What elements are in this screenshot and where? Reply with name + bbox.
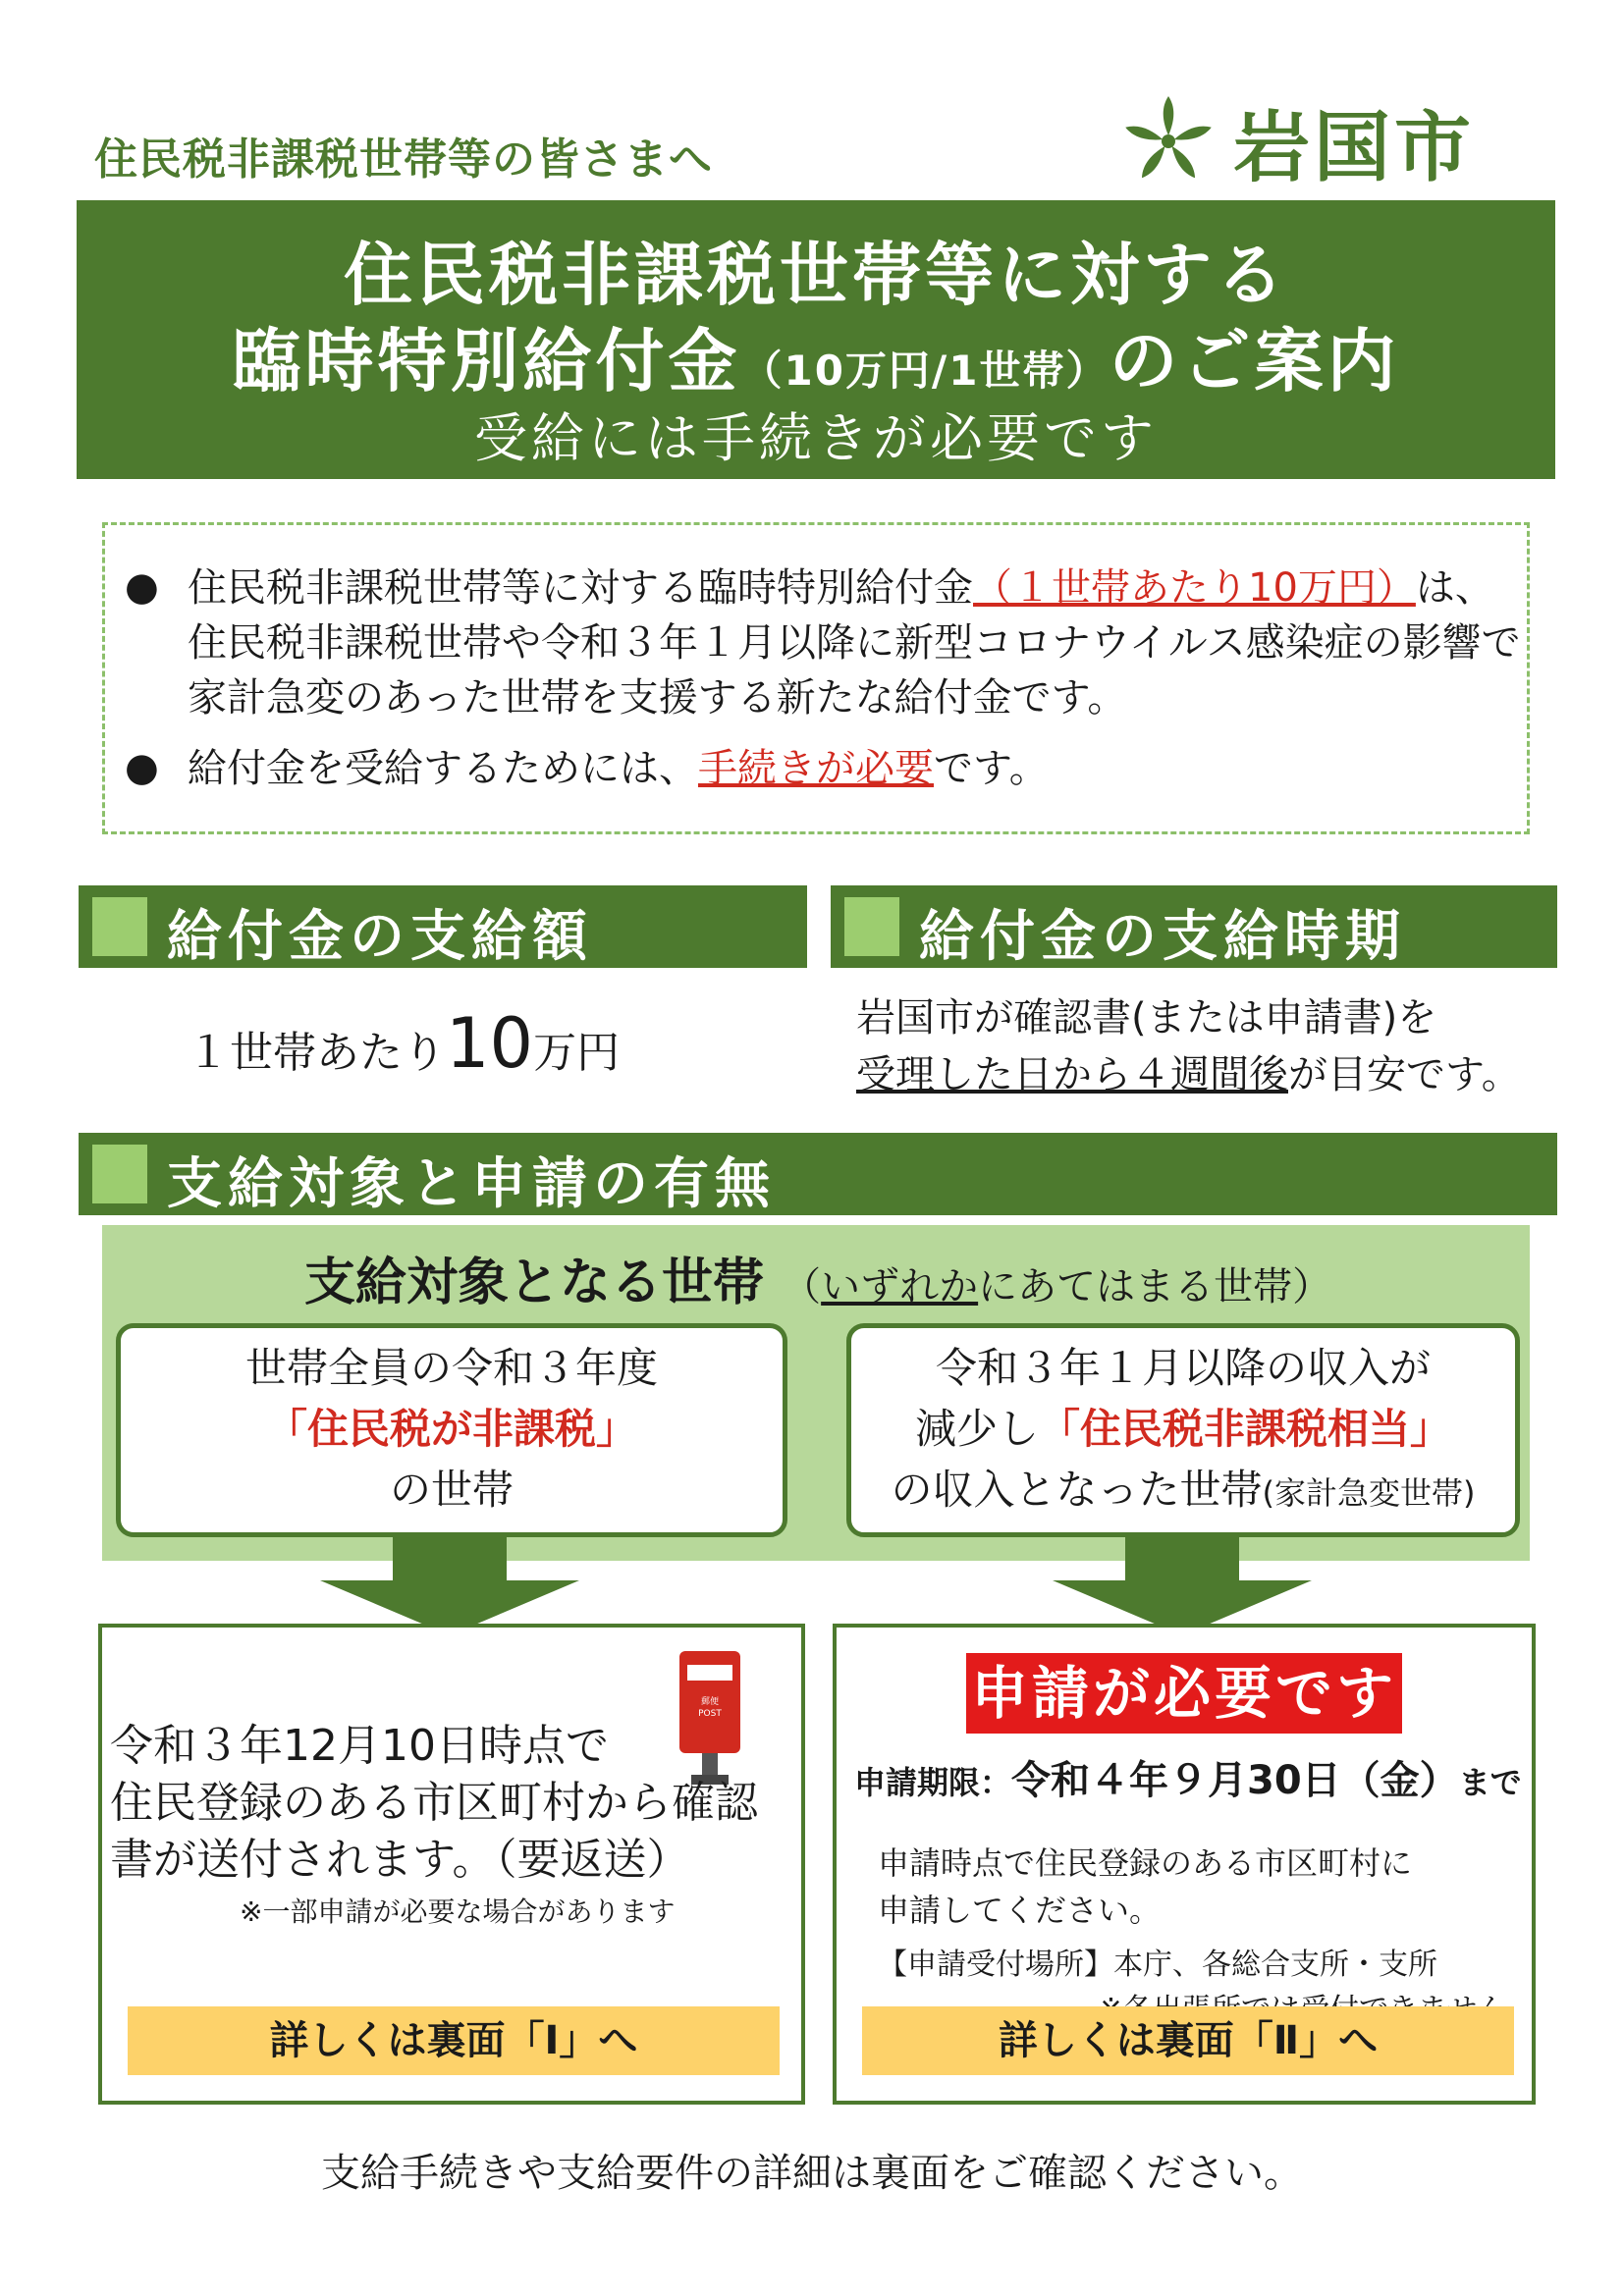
- box2-line3: [851, 1460, 1515, 1523]
- application-place: 【申請受付場所】本庁、各総合支所・支所: [878, 1948, 1437, 1982]
- timing-line2: [856, 1046, 1521, 1103]
- banner-line1: 住民税非課税世帯等に対する: [344, 235, 1288, 315]
- amount-section-title: 給付金の支給額: [167, 905, 593, 969]
- box2-line3-text: の収入となった世帯: [891, 1466, 1263, 1514]
- amount-prefix: １世帯あたり: [187, 1028, 446, 1078]
- amount-number: 10: [446, 1003, 534, 1084]
- banner-line2: [77, 306, 1555, 405]
- timing-line1: 岩国市が確認書(または申請書)を: [856, 995, 1437, 1041]
- city-logo: [1119, 90, 1492, 192]
- confirmation-line1: 令和３年12月10日時点で: [110, 1721, 609, 1771]
- details-link-2[interactable]: 詳しくは裏面「Ⅱ」へ: [862, 2006, 1514, 2075]
- notice-p2-text-2: です。: [934, 746, 1049, 791]
- box2-highlight: 「住民税非課税相当」: [1039, 1405, 1452, 1453]
- deadline-value: 令和４年９月30日（金）: [1011, 1758, 1459, 1803]
- city-emblem-icon: [1119, 92, 1218, 190]
- application-required-badge: 申請が必要です: [966, 1653, 1402, 1734]
- section-marker-icon: [844, 897, 899, 956]
- notice-box: [102, 522, 1530, 834]
- confirmation-text: [110, 1718, 758, 1889]
- box1-highlight: 「住民税が非課税」: [265, 1405, 637, 1453]
- notice-p2-highlight: 手続きが必要: [698, 746, 934, 791]
- target-title-main: 支給対象となる世帯: [304, 1254, 765, 1312]
- footer-text: 支給手続きや支給要件の詳細は裏面をご確認ください。: [321, 2151, 1303, 2196]
- confirmation-line2: 住民登録のある市区町村から確認: [110, 1778, 758, 1828]
- banner-line2-main: 臨時特別給付金: [232, 321, 741, 401]
- target-box-nontaxable: [116, 1323, 787, 1537]
- city-name: 岩国市: [1233, 104, 1476, 192]
- application-deadline: [854, 1749, 1522, 1805]
- section-marker-icon: [92, 897, 147, 956]
- notice-p1-text-2: は、住民税非課税世帯や令和３年１月以降に新型コロナウイルス感染症の影響で家計急変のあった世帯を支援する新たな給付金です。: [188, 565, 1521, 721]
- timing-text: [856, 989, 1521, 1103]
- banner-line3: 受給には手続きが必要です: [474, 407, 1158, 469]
- target-panel-title: [304, 1241, 1331, 1314]
- amount-section-header: [79, 885, 807, 968]
- header-greeting: 住民税非課税世帯等の皆さまへ: [94, 134, 713, 185]
- amount-value: [187, 1003, 620, 1084]
- target-section-header: [79, 1133, 1557, 1215]
- result-box-application: [833, 1624, 1536, 2105]
- amount-unit: 万円: [533, 1028, 621, 1078]
- postbox-label: POST: [698, 1709, 722, 1719]
- timing-section-header: [831, 885, 1557, 968]
- deadline-label: 申請期限：: [854, 1764, 1012, 1801]
- bullet-icon: ●: [125, 564, 159, 610]
- target-section-title: 支給対象と申請の有無: [167, 1152, 776, 1216]
- target-sub-open: （: [782, 1264, 822, 1309]
- target-box-income-drop: [846, 1323, 1520, 1537]
- title-banner: [77, 200, 1555, 479]
- application-instructions: [878, 1840, 1412, 1934]
- target-sub-rest: にあてはまる世帯）: [978, 1264, 1332, 1309]
- timing-section-title: 給付金の支給時期: [919, 905, 1406, 969]
- bullet-icon: ●: [125, 745, 159, 790]
- notice-p1-highlight: （１世帯あたり10万円）: [973, 565, 1416, 611]
- notice-paragraph-2: [188, 741, 1523, 796]
- banner-line2-end: のご案内: [1109, 321, 1400, 401]
- timing-line2-end: が目安です。: [1288, 1052, 1521, 1097]
- target-sub-underlined: いずれか: [821, 1264, 979, 1309]
- instruction-line1: 申請時点で住民登録のある市区町村に: [878, 1844, 1413, 1882]
- box2-line3-small: (家計急変世帯): [1262, 1474, 1476, 1512]
- box1-line1: 世帯全員の令和３年度: [244, 1344, 658, 1392]
- details-link-1[interactable]: 詳しくは裏面「Ⅰ」へ: [128, 2006, 780, 2075]
- notice-paragraph-1: [188, 561, 1523, 725]
- deadline-end: まで: [1458, 1764, 1522, 1801]
- notice-p1-text: 住民税非課税世帯等に対する臨時特別給付金: [188, 565, 973, 611]
- down-arrow-icon: [1053, 1537, 1312, 1635]
- down-arrow-icon: [320, 1537, 579, 1635]
- confirmation-line3: 書が送付されます。（要返送）: [110, 1835, 690, 1885]
- box2-line2: [851, 1399, 1515, 1460]
- box2-line1: 令和３年１月以降の収入が: [935, 1344, 1431, 1392]
- instruction-line2: 申請してください。: [878, 1892, 1162, 1929]
- banner-line2-small: （10万円/1世帯）: [740, 347, 1110, 395]
- postbox-label: 郵便: [700, 1697, 720, 1707]
- result-box-confirmation: [98, 1624, 805, 2105]
- target-title-sub: [782, 1264, 1331, 1309]
- confirmation-note: ※一部申請が必要な場合があります: [240, 1896, 676, 1928]
- section-marker-icon: [92, 1145, 147, 1203]
- timing-line2-underlined: 受理した日から４週間後: [856, 1052, 1288, 1097]
- notice-p2-text: 給付金を受給するためには、: [188, 746, 698, 791]
- box2-line2-text: 減少し: [914, 1405, 1039, 1453]
- box1-line3: の世帯: [389, 1466, 514, 1514]
